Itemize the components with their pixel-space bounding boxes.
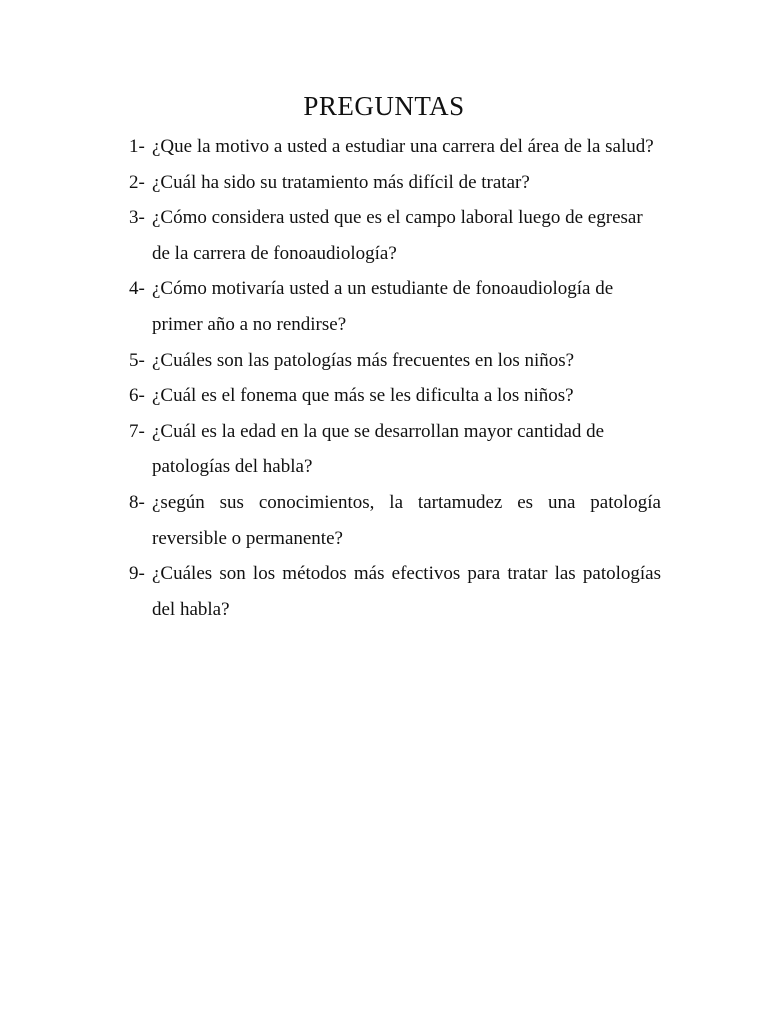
question-text: ¿Cómo motivaría usted a un estudiante de fonoaudiología de primer año a no rendirse? [152,278,614,335]
question-list [129,129,661,627]
question-item [129,271,661,342]
question-number: 7- [129,420,145,442]
question-number: 9- [129,563,145,585]
question-text: ¿Cuáles son los métodos más efectivos para tratar las patologías del habla? [152,563,661,620]
question-item [129,200,661,271]
question-number: 6- [129,385,145,407]
question-item [129,556,661,627]
question-text: ¿Cuál ha sido su tratamiento más difícil de tratar? [152,171,530,193]
question-number: 8- [129,491,145,513]
question-item [129,165,661,201]
question-number: 5- [129,349,145,371]
question-item [129,378,661,414]
question-text: ¿Cómo considera usted que es el campo laboral luego de egresar de la carrera de fonoaudiología? [152,207,643,264]
question-number: 4- [129,278,145,300]
question-number: 1- [129,136,145,157]
question-number: 2- [129,171,145,193]
question-text: ¿según sus conocimientos, la tartamudez es una patología reversible o permanente? [152,491,661,549]
question-text: ¿Cuál es el fonema que más se les dificulta a los niños? [152,385,574,407]
question-item [129,414,661,485]
question-item [129,129,661,165]
question-number: 3- [129,207,145,229]
question-text: ¿Cuáles son las patologías más frecuentes en los niños? [152,349,575,371]
question-text: ¿Que la motivo a usted a estudiar una carrera del área de la salud? [152,136,654,157]
page-title: PREGUNTAS [303,91,465,121]
question-item [129,343,661,379]
question-item [129,485,661,556]
question-text: ¿Cuál es la edad en la que se desarrollan mayor cantidad de patologías del habla? [152,420,605,478]
